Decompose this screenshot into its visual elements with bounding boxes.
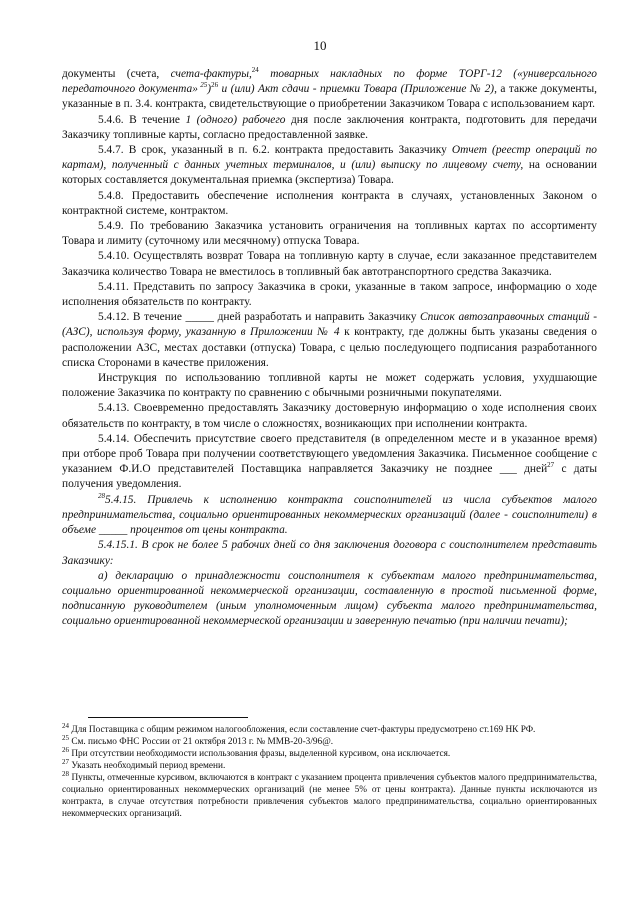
footnote-ref: 27 (547, 461, 555, 470)
paragraph (62, 310, 597, 371)
footnote-ref: 25 (197, 81, 208, 90)
italic-text: и (или) Акт сдачи - приемки Товара (Приложение № 2) (218, 83, 495, 96)
footnote (62, 745, 597, 760)
text-run: с даты получения уведомления. (62, 463, 597, 491)
paragraph (62, 143, 597, 189)
italic-text: 5.4.15.1. В срок не более 5 рабочих дней со дня заключения договора с соисполнителем представить Заказчику: (62, 539, 597, 567)
italic-text: 1 (одного) рабочего (185, 113, 286, 126)
text-run: 5.4.12. В течение _____ дней разработать и направить Заказчику (98, 311, 421, 324)
paragraph (62, 280, 597, 310)
text-run: к контракту, где должны быть указаны сведения о расположении АЗС, местах доставки (отпуска) Товара, с целью последующего подписания разработанного списка Сторонами в качестве приложения. (62, 326, 597, 369)
paragraph (62, 432, 597, 493)
document-body (62, 67, 597, 630)
paragraph (62, 67, 597, 113)
paragraph (62, 189, 597, 219)
italic-text: товарных накладных по форме ТОРГ-12 («универсального передаточного документа» (62, 68, 597, 96)
italic-text: ) (207, 83, 212, 96)
text-run: , а также документы, указанные в п. 3.4. контракта, свидетельствующие о приобретении Заказчиком Товара с использованием карт. (62, 83, 598, 111)
text-run: Инструкция по использованию топливной карты не может содержать условия, ухудшающие положение Заказчика по контракту по сравнению с обычными розничными покупателями. (62, 372, 597, 400)
text-run: 5.4.14. Обеспечить присутствие своего представителя (в определенном месте и в указанное время) при отборе проб Товара при получении соответствующего уведомления Заказчика. Письменное сообщение с указанием Ф.И.О представителей Поставщика направляется Заказчику не позднее ___ дней (62, 432, 597, 476)
footnote-text: При отсутствии необходимости использования фразы, выделенной курсивом, она исключается. (69, 749, 451, 759)
text-run: 5.4.9. По требованию Заказчика установить ограничения на топливных картах по ассортименту Товара и лимиту (суточному или месячному) отпуска Товара. (62, 220, 597, 248)
footnote-ref: 26 (211, 81, 219, 90)
italic-text: счета-фактуры, (170, 68, 252, 80)
paragraph (62, 401, 597, 431)
italic-text: Список автозаправочных станций - (АЗС), используя форму, указанную в Приложении № 4 (62, 311, 597, 339)
text-run: 5.4.13. Своевременно предоставлять Заказчику достоверную информацию о ходе исполнения своих обязательств по контракту, в том числе о сложностях, возникающих при исполнении контракта. (62, 402, 597, 430)
footnotes (62, 721, 597, 820)
footnote-text: См. письмо ФНС России от 21 октября 2013 г. № ММВ-20-3/96@. (69, 737, 334, 747)
text-run: 5.4.8. Предоставить обеспечение исполнения контракта в случаях, установленных Законом о контрактной системе, контрактом. (62, 189, 597, 217)
italic-text: а) декларацию о принадлежности соисполнителя к субъектам малого предпринимательства, социально ориентированной некоммерческой организации, составленную в простой письменной форме, подписанную руководителем (иным уполномоченным лицом) субъекта малого предпринимательства, социально ориентированной некоммерческой организации и заверенную печатью (при наличии печати); (62, 569, 597, 628)
italic-text: Отчет (реестр операций по картам), полученный с данных учетных терминалов, и (или) выписку по лицевому счету, (62, 144, 597, 172)
footnote-separator (88, 717, 248, 718)
paragraph (62, 538, 597, 568)
footnote (62, 757, 597, 772)
text-run: на основании которых составляется документальная приемка (экспертиза) Товара. (62, 159, 597, 187)
footnote-text: Указать необходимый период времени. (69, 761, 226, 771)
paragraph (62, 493, 597, 539)
footnote-number: 27 (62, 757, 69, 766)
footnote-number: 28 (62, 769, 69, 778)
footnote-ref: 28 (98, 491, 105, 500)
paragraph (62, 371, 597, 401)
footnote (62, 721, 597, 736)
footnote-text: Для Поставщика с общим режимом налогообложения, если составление счет-фактуры предусмотрено ст.169 НК РФ. (69, 725, 536, 735)
italic-text: 5.4.15. Привлечь к исполнению контракта соисполнителей из числа субъектов малого предпринимательства, социально ориентированных некоммерческих организаций (далее - соисполнители) в объеме _____ процентов от цены контракта. (62, 493, 597, 537)
footnote-text: Пункты, отмеченные курсивом, включаются в контракт с указанием процента привлечения субъектов малого предпринимательства, социально ориентированных некоммерческих организаций (не менее 5% от цены контракта). Данные пункты исключаются из контракта, в случае отсутствия потребности привлечения субъектов малого предпринимательства, социально ориентированных некоммерческих организаций. (62, 773, 597, 819)
footnote-number: 25 (62, 733, 69, 742)
page-number: 10 (313, 38, 327, 53)
text-run: 5.4.7. В срок, указанный в п. 6.2. контракта предоставить Заказчику (98, 144, 452, 157)
paragraph (62, 219, 597, 249)
text-run: 5.4.10. Осуществлять возврат Товара на топливную карту в случае, если заказанное представителем Заказчика количество Товара не вместилось в топливный бак автотранспортного средства Заказчика. (62, 250, 597, 278)
paragraph (62, 113, 597, 143)
footnote-ref: 24 (251, 66, 259, 75)
footnote-number: 26 (62, 745, 69, 754)
text-run: 5.4.6. В течение (98, 113, 186, 126)
text-run: дня после заключения контракта, подготовить для передачи Заказчику топливные карты, согласно предоставленной заявке. (62, 113, 597, 141)
paragraph (62, 569, 597, 630)
text-run: документы (счета, (62, 68, 171, 80)
footnote (62, 733, 597, 748)
text-run: 5.4.11. Представить по запросу Заказчика в сроки, указанные в таком запросе, информацию о ходе исполнения обязательств по контракту. (62, 280, 597, 309)
footnote-number: 24 (62, 721, 69, 730)
footnote (62, 769, 597, 820)
paragraph (62, 249, 597, 279)
